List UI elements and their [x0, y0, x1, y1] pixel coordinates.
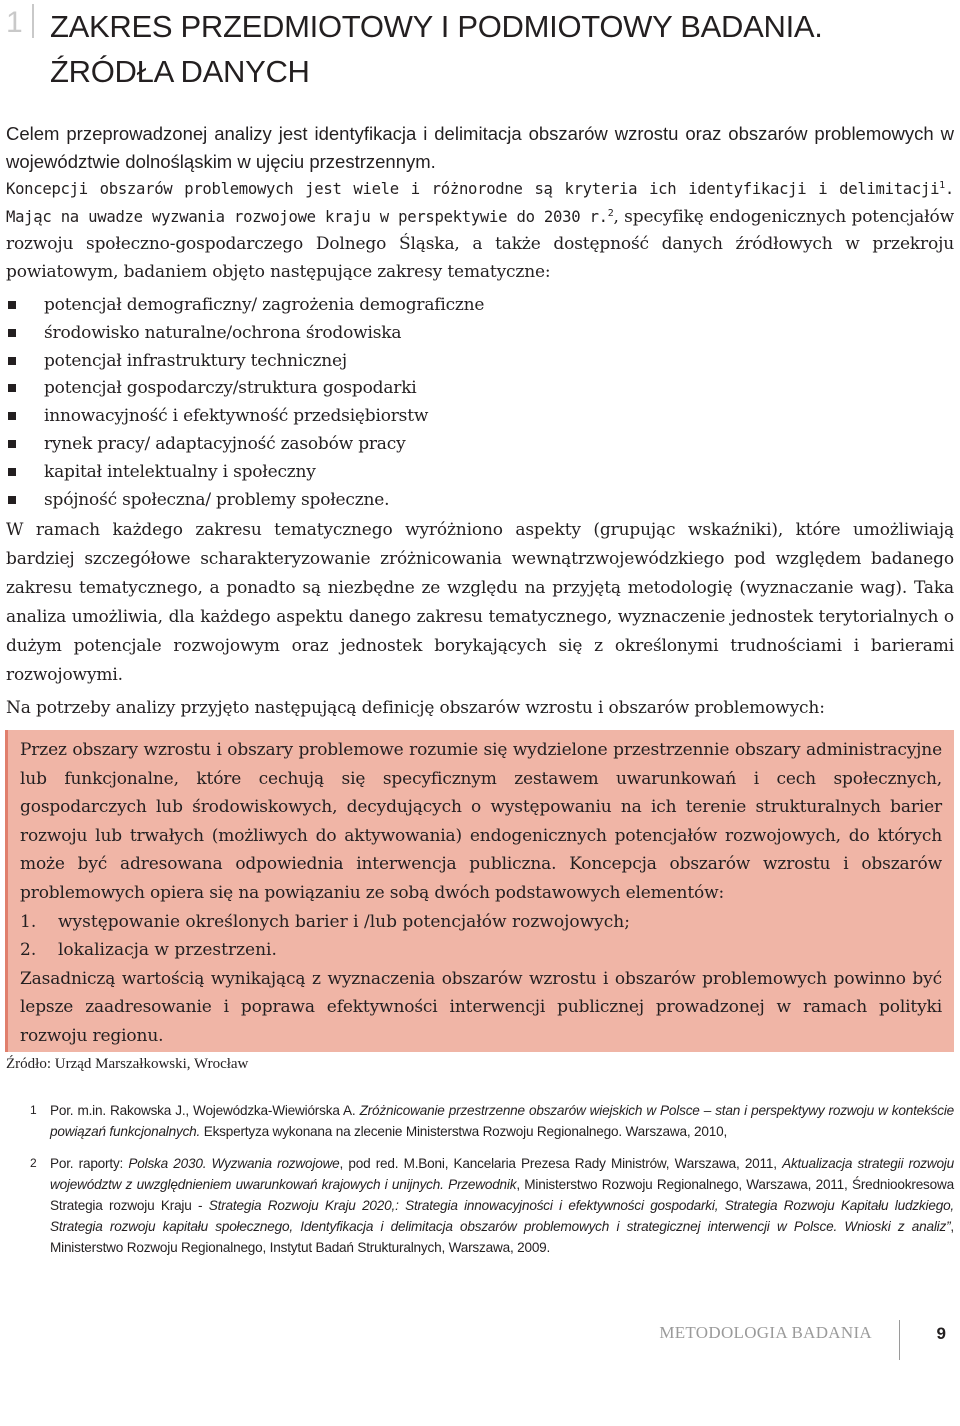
- main-body: [6, 120, 954, 723]
- list-item: kapitał intelektualny i społeczny: [6, 459, 954, 487]
- footnote-number: 2: [30, 1156, 37, 1170]
- bullet-square-icon: [8, 329, 16, 337]
- list-item: 1. występowanie określonych barier i /lub potencjałów rozwojowych;: [20, 911, 630, 932]
- list-item: środowisko naturalne/ochrona środowiska: [6, 320, 954, 348]
- bullet-square-icon: [8, 496, 16, 504]
- chapter-title-line1: ZAKRES PRZEDMIOTOWY I PODMIOTOWY BADANIA.: [50, 9, 823, 44]
- footer-section-title: METODOLOGIA BADANIA: [659, 1323, 872, 1342]
- list-item: potencjał demograficzny/ zagrożenia demograficzne: [6, 292, 954, 320]
- bullet-square-icon: [8, 440, 16, 448]
- bullet-square-icon: [8, 357, 16, 365]
- list-item: innowacyjność i efektywność przedsiębiorstw: [6, 403, 954, 431]
- heading-divider: [32, 4, 34, 38]
- aspects-paragraph: W ramach każdego zakresu tematycznego wyróżniono aspekty (grupując wskaźniki), które umożliwiają bardziej szczegółowe scharakteryzowanie zróżnicowania wewnątrzwojewódzkiego pod względem badanego zakresu tematycznego, a ponadto są niezbędne ze względu na przyjętą metodologię (wyznaczanie wag). Taka analiza umożliwia, dla każdego aspektu danego zakresu tematycznego, wyznaczenie jednostek terytorialnych o dużym potencjale rozwojowym oraz jednostek borykających się z określonymi trudnościami i barierami rozwojowymi.: [6, 520, 954, 686]
- chapter-title: [50, 4, 823, 94]
- list-item: spójność społeczna/ problemy społeczne.: [6, 487, 954, 515]
- list-item: potencjał infrastruktury technicznej: [6, 348, 954, 376]
- footer-divider: [899, 1320, 901, 1360]
- intro-paragraph-1: Celem przeprowadzonej analizy jest identyfikacja i delimitacja obszarów wzrostu oraz obszarów problemowych w województwie dolnośląskim w ujęciu przestrzennym.: [6, 123, 954, 172]
- page-number: 9: [936, 1324, 946, 1343]
- definition-list: [20, 908, 942, 965]
- footnote-number: 1: [30, 1103, 37, 1117]
- bullet-square-icon: [8, 384, 16, 392]
- definition-box: [5, 730, 954, 1052]
- footnote-ref-2[interactable]: 2: [607, 207, 614, 219]
- bullet-square-icon: [8, 301, 16, 309]
- list-item: 2. lokalizacja w przestrzeni.: [20, 940, 277, 961]
- topics-list: [6, 292, 954, 514]
- source-note: Źródło: Urząd Marszałkowski, Wrocław: [6, 1056, 249, 1072]
- intro-paragraph-2: Koncepcji obszarów problemowych jest wiele i różnorodne są kryteria ich identyfikacji i delimitacji$^1$. Mając na uwadze wyzwania rozwojowe kraju w perspektywie do 2030 r.$^2$, specyfikę endogenicznych potencjałów rozwoju społeczno-gospodarczego Dolnego Śląska, a także dostępność danych źródłowych w przekroju powiatowym, badaniem objęto następujące zakresy tematyczne:: [6, 179, 954, 282]
- bullet-square-icon: [8, 468, 16, 476]
- footnote-1: 1 Por. m.in. Rakowska J., Wojewódzka-Wiewiórska A. Zróżnicowanie przestrzenne obszarów wiejskich w Polsce – stan i perspektywy rozwoju w kontekście powiązań funkcjonalnych. Ekspertyza wykonana na zlecenie Ministerstwa Rozwoju Regionalnego. Warszawa, 2010,: [6, 1100, 954, 1142]
- bullet-square-icon: [8, 412, 16, 420]
- list-item: rynek pracy/ adaptacyjność zasobów pracy: [6, 431, 954, 459]
- chapter-number: 1: [6, 6, 23, 39]
- chapter-title-line2: ŹRÓDŁA DANYCH: [50, 54, 310, 89]
- definition-intro-paragraph: Na potrzeby analizy przyjęto następującą definicję obszarów wzrostu i obszarów problemowych:: [6, 698, 825, 719]
- list-item: potencjał gospodarczy/struktura gospodarki: [6, 375, 954, 403]
- definition-paragraph-1: Przez obszary wzrostu i obszary problemowe rozumie się wydzielone przestrzennie obszary administracyjne lub funkcjonalne, które cechują się specyficznym zestawem uwarunkowań i cech społecznych, gospodarczych lub środowiskowych, decydujących o występowaniu na ich terenie strukturalnych barier rozwoju lub trwałych (możliwych do aktywowania) endogenicznych potencjałów rozwojowych, do których może być adresowana odpowiednia interwencja publiczna. Koncepcja obszarów wzrostu i obszarów problemowych opiera się na powiązaniu ze sobą dwóch podstawowych elementów:: [20, 740, 942, 903]
- footnotes: [6, 1100, 954, 1269]
- footnote-ref-1[interactable]: 1: [939, 179, 945, 191]
- definition-paragraph-2: Zasadniczą wartością wynikającą z wyznaczenia obszarów wzrostu i obszarów problemowych powinno być lepsze zaadresowanie i poprawa efektywności interwencji publicznej prowadzonej w ramach polityki rozwoju regionu.: [20, 968, 942, 1046]
- page-footer: [630, 1320, 950, 1370]
- footnote-2: 2 Por. raporty: Polska 2030. Wyzwania rozwojowe, pod red. M.Boni, Kancelaria Prezesa Rady Ministrów, Warszawa, 2011, Aktualizacja strategii rozwoju województw z uwzględnieniem uwarunkowań krajowych i unijnych. Przewodnik, Ministerstwo Rozwoju Regionalnego, Warszawa, 2011, Średniookresowa Strategia rozwoju Kraju - Strategia Rozwoju Kraju 2020,: Strategia innowacyjności i efektywności gospodarki, Strategia Rozwoju Kapitału ludzkiego, Strategia rozwoju kapitału społecznego, Identyfikacja i delimitacja obszarów problemowych i strategicznej interwencji w Polsce. Wnioski z analiz”, Ministerstwo Rozwoju Regionalnego, Instytut Badań Strukturalnych, Warszawa, 2009.: [6, 1153, 954, 1258]
